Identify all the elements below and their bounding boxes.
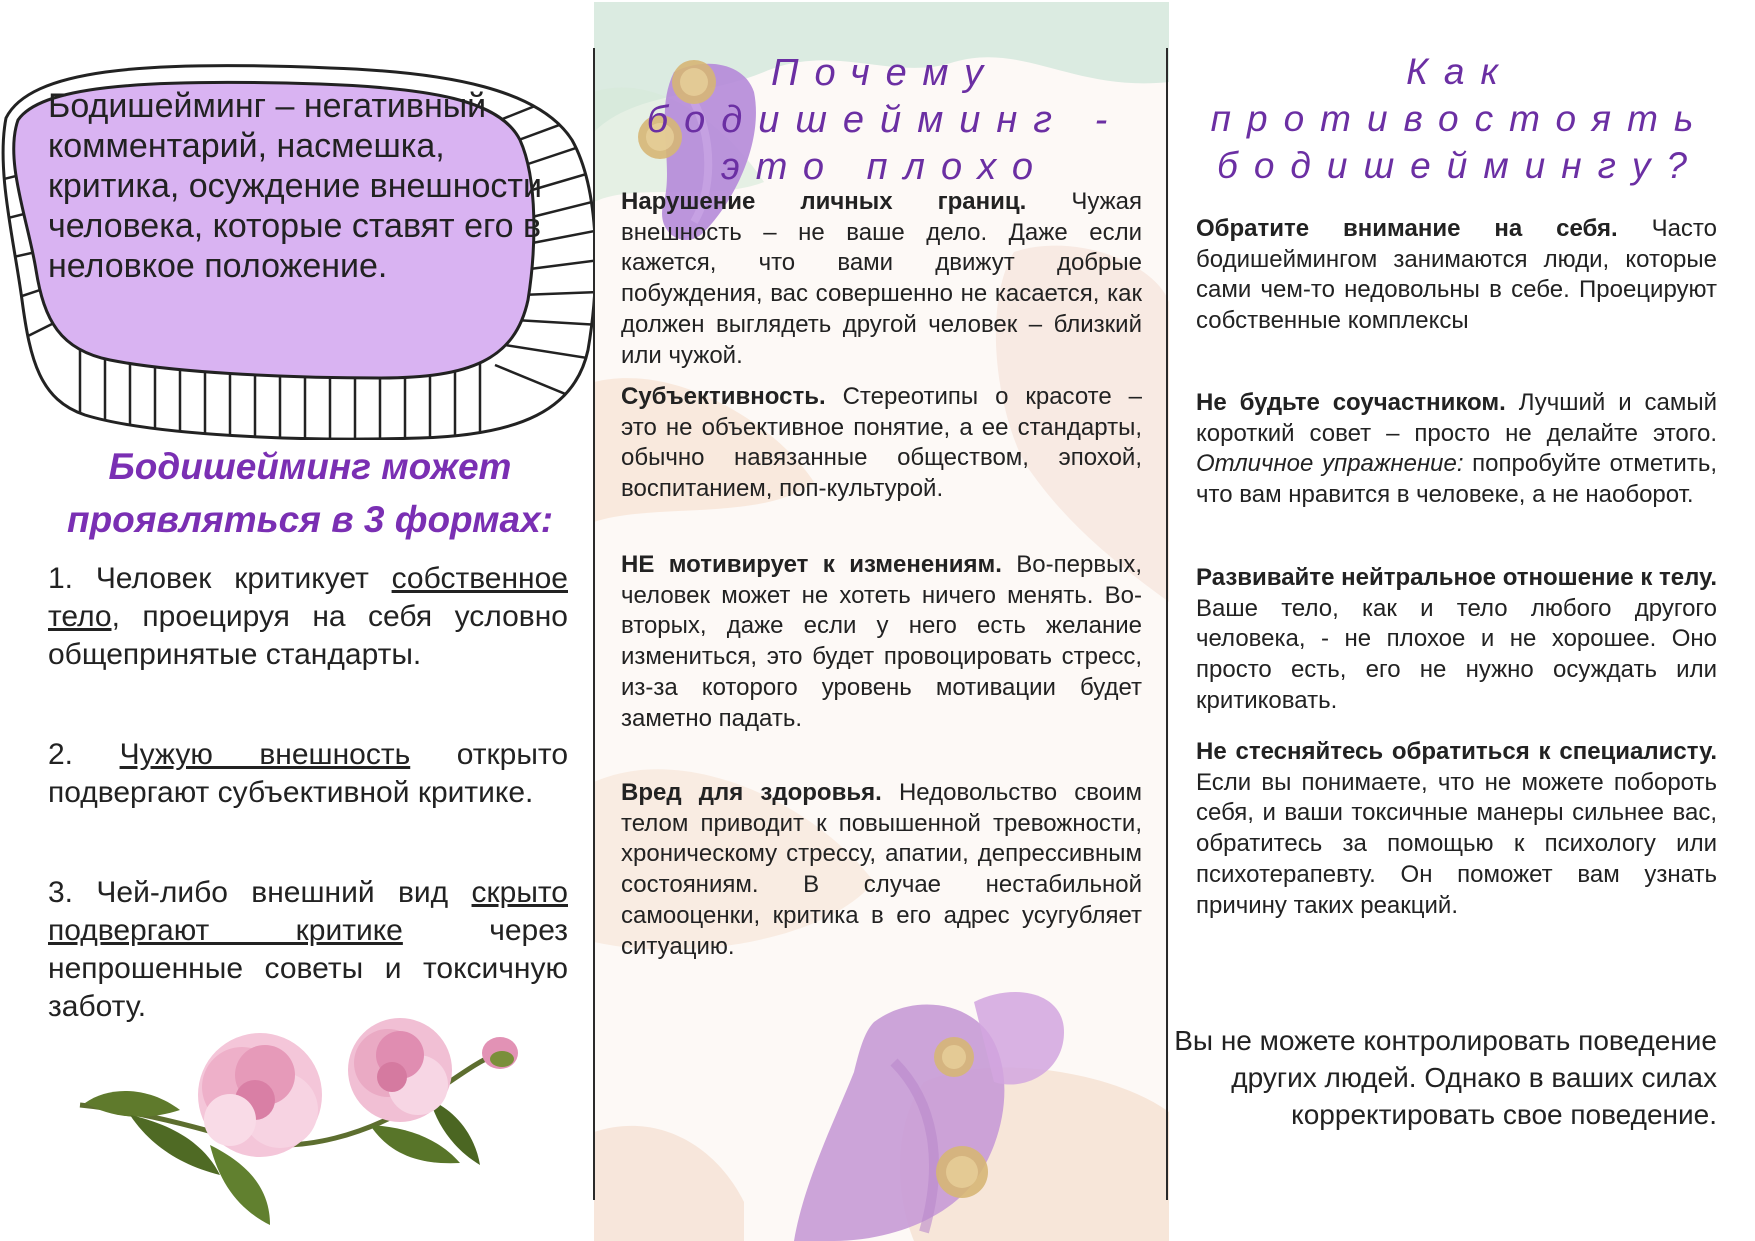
reason-text: Чужая внешность – не ваше дело. Даже если кажется, что вами движут добрые побуждения, вас совершенно не касается, как должен выглядеть другой человек – близкий или чужой. — [621, 188, 1142, 369]
advice-text: Лучший и самый короткий совет – просто не делайте этого. — [1196, 389, 1717, 447]
reason-paragraph — [621, 382, 1142, 505]
advice-italic: Отличное упражнение: — [1196, 450, 1464, 478]
reason-heading: НЕ мотивирует к изменениям. — [621, 551, 1002, 578]
advice-paragraph — [1196, 388, 1717, 511]
form-item-text: Человек критикует — [95, 562, 392, 595]
forms-heading: Бодишейминг может проявляться в 3 формах: — [66, 446, 554, 540]
form-item-number: 1. — [48, 562, 74, 595]
advice-heading: Не будьте соучастником. — [1196, 389, 1506, 416]
column-divider — [593, 48, 595, 1200]
form-item-text: Чей-либо внешний вид — [96, 876, 472, 909]
advice-paragraph — [1196, 737, 1717, 921]
form-item-2 — [48, 736, 568, 812]
middle-title: Почему бодишейминг - это плохо — [646, 52, 1124, 188]
reason-text: Во-первых, человек может не хотеть ничего менять. Во-вторых, даже если у него есть желание измениться, это будет провоцировать стресс, из-за которого уровень мотивации будет заметно падать. — [621, 551, 1142, 732]
form-item-text: проецируя на себя условно общепринятые стандарты. — [48, 600, 568, 671]
peony-flowers-illustration — [70, 1015, 520, 1230]
advice-paragraph — [1196, 214, 1717, 337]
reason-heading: Субъективность. — [621, 383, 826, 410]
advice-paragraph — [1196, 563, 1717, 717]
reason-heading: Вред для здоровья. — [621, 779, 882, 806]
advice-text: Ваше тело, как и тело любого другого человека, - не плохое и не хорошее. Оно просто есть, его не нужно осуждать или критиковать. — [1196, 594, 1717, 714]
reason-text: Недовольство своим телом приводит к повышенной тревожности, хроническому стрессу, апатии, депрессивным состояниям. В случае нестабильной самооценки, критика в его адрес усугубляет ситуацию. — [621, 779, 1143, 960]
advice-heading: Обратите внимание на себя. — [1196, 215, 1618, 242]
form-item-underlined: собственное тело, — [48, 562, 568, 633]
reason-paragraph — [621, 550, 1142, 734]
reason-heading: Нарушение личных границ. — [621, 188, 1027, 215]
advice-heading: Не стесняйтесь обратиться к специалисту. — [1196, 738, 1717, 765]
advice-text: попробуйте отметить, что вам нравится в человеке, а не наоборот. — [1196, 450, 1717, 509]
reason-paragraph — [621, 187, 1142, 371]
advice-text: Часто бодишеймингом занимаются люди, которые сами чем-то недовольны в себе. Проецируют собственные комплексы — [1196, 215, 1717, 335]
advice-text: Если вы понимаете, что не можете побороть себя, и ваши токсичные манеры сильнее вас, обратитесь за помощью к психологу или психотерапевту. Он поможет вам узнать причину таких реакций. — [1196, 768, 1717, 919]
right-title: Как противостоять бодишеймингу? — [1210, 51, 1710, 186]
reason-text: Стереотипы о красоте – это не объективное понятие, а ее стандарты, обычно навязанные обществом, эпохой, воспитанием, поп-культурой. — [621, 383, 1142, 503]
form-item-text: через непрошенные советы и токсичную заботу. — [48, 914, 568, 1023]
form-item-text: открыто подвергают субъективной критике. — [48, 738, 568, 809]
form-item-3 — [48, 874, 568, 1026]
bodyshaming-definition: Бодишейминг – негативный комментарий, насмешка, критика, осуждение внешности человека, которые ставят его в неловкое положение. — [48, 87, 542, 285]
closing-statement: Вы не можете контролировать поведение других людей. Однако в ваших силах корректировать свое поведение. — [1174, 1025, 1717, 1130]
reason-paragraph — [621, 778, 1142, 962]
form-item-number: 3. — [48, 876, 74, 909]
advice-heading: Развивайте нейтральное отношение к телу. — [1196, 564, 1717, 591]
form-item-underlined: скрыто подвергают критике — [48, 876, 568, 947]
form-item-number: 2. — [48, 738, 74, 771]
form-item-underlined: Чужую внешность — [119, 738, 411, 771]
form-item-1 — [48, 560, 568, 674]
